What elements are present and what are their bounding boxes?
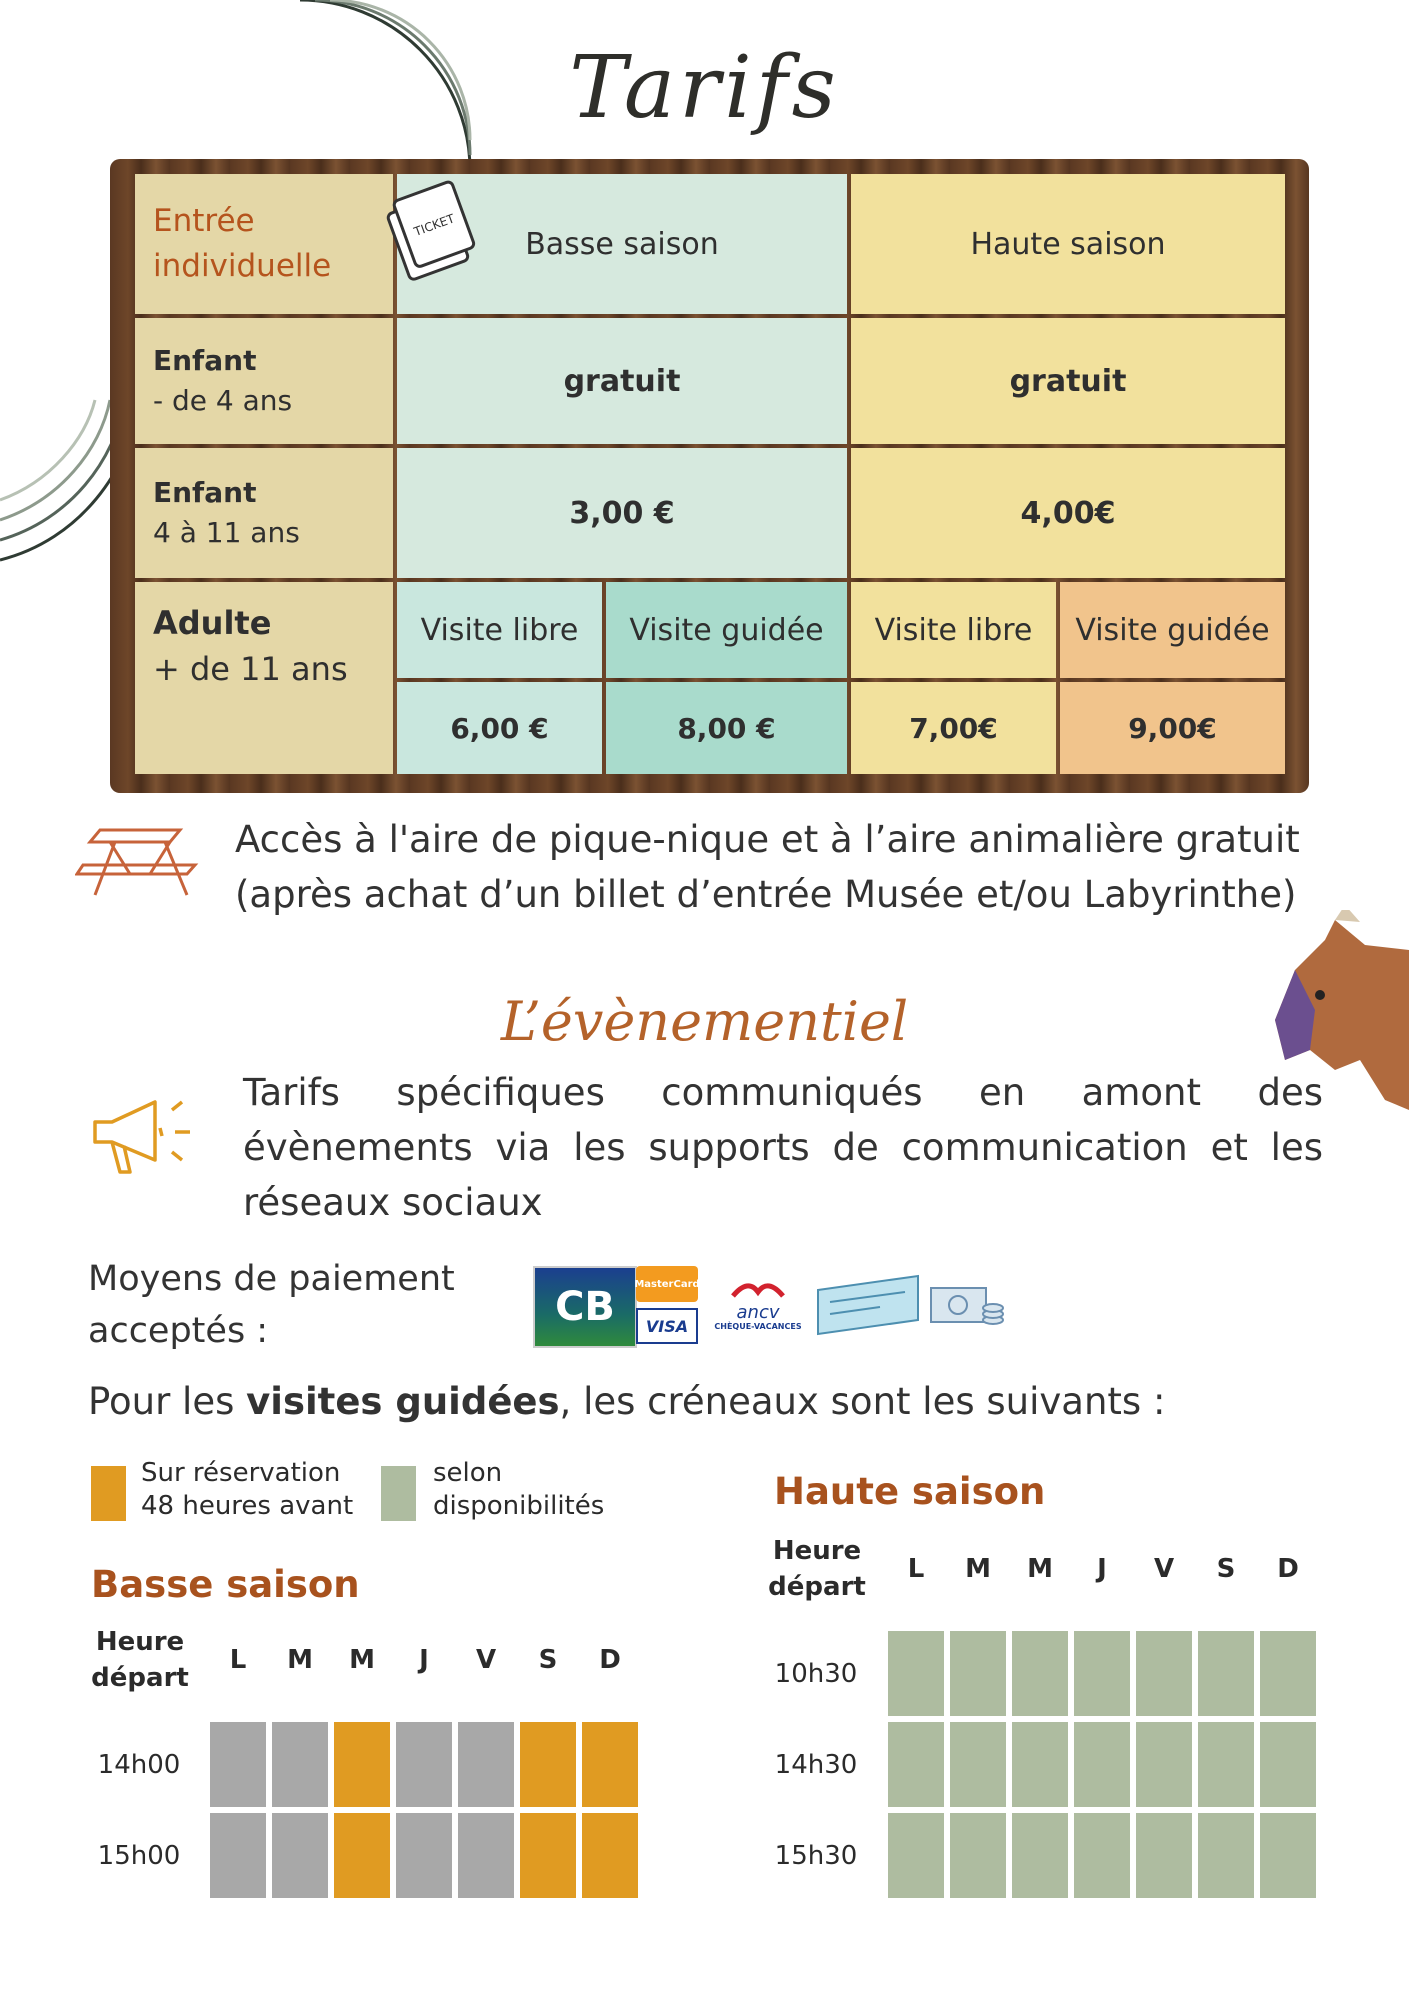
basse_schedule-day-2: M [349,1645,375,1675]
picnic-text: Accès à l'aire de pique-nique et à l’aire animalière gratuit (après achat d’un billet d’entrée Musée et/ou Labyrinthe) [235,818,1300,916]
haute_schedule-day-0: L [907,1554,925,1584]
haute_schedule-slot-1-5 [1198,1722,1254,1807]
basse_schedule-slot-0-4 [458,1722,514,1807]
legend-reservation-swatch [91,1466,126,1521]
haute_schedule-slot-2-3 [1074,1813,1130,1898]
ticket-icon [375,176,485,286]
basse_schedule-slot-1-2 [334,1813,390,1898]
basse_schedule-day-6: D [599,1645,621,1675]
basse_schedule-slot-1-3 [396,1813,452,1898]
haute_schedule-slot-2-5 [1198,1813,1254,1898]
basse_schedule-time-0: 14h00 [97,1750,181,1780]
basse_schedule-day-1: M [287,1645,313,1675]
haute_schedule-time-1: 14h30 [774,1750,858,1780]
price-haute-guidee: 9,00€ [1060,682,1285,774]
basse_schedule-slot-0-6 [582,1722,638,1807]
haute_schedule-slot-0-4 [1136,1631,1192,1716]
haute_schedule-time-2: 15h30 [774,1841,858,1871]
price-enfant-moins-4-haute: gratuit [851,318,1285,444]
page-title: Tarifs [569,38,840,138]
slots-intro: Pour les visites guidées, les créneaux sont les suivants : [88,1380,1166,1423]
corner-label: Entrée individuelle [135,174,393,314]
haute_schedule-slot-2-4 [1136,1813,1192,1898]
haute-header-label: Heure départ [768,1536,866,1602]
basse_schedule-slot-1-1 [272,1813,328,1898]
haute_schedule-slot-1-0 [888,1722,944,1807]
price-haute-libre: 7,00€ [851,682,1056,774]
megaphone-icon [90,1090,205,1180]
basse_schedule-slot-1-0 [210,1813,266,1898]
haute_schedule-slot-0-0 [888,1631,944,1716]
picnic-table-icon [75,820,205,900]
basse_schedule-time-1: 15h00 [97,1841,181,1871]
basse_schedule-day-3: J [419,1645,429,1675]
ancv-logo: ancv CHÈQUE-VACANCES [712,1278,804,1338]
legend-dispo-label: selon disponibilités [433,1458,605,1521]
legend-reservation-label: Sur réservation 48 heures avant [141,1458,354,1521]
haute_schedule-slot-2-2 [1012,1813,1068,1898]
haute_schedule-day-2: M [1027,1554,1053,1584]
basse_schedule-day-4: V [475,1645,497,1675]
svg-text:TICKET: TICKET [412,211,457,239]
haute_schedule-day-1: M [965,1554,991,1584]
mastercard-icon: MasterCard [636,1266,698,1302]
row-enfant-4-11: Enfant 4 à 11 ans [135,448,393,578]
row-enfant-moins-4: Enfant - de 4 ans [135,318,393,444]
basse_schedule-slot-1-4 [458,1813,514,1898]
label-basse-guidee: Visite guidée [606,582,847,678]
haute_schedule-day-6: D [1277,1554,1299,1584]
price-basse-libre: 6,00 € [397,682,602,774]
haute-saison-title: Haute saison [774,1470,1046,1513]
haute_schedule-slot-0-1 [950,1631,1006,1716]
haute_schedule-slot-2-6 [1260,1813,1316,1898]
haute_schedule-slot-0-2 [1012,1631,1068,1716]
label-haute-guidee: Visite guidée [1060,582,1285,678]
haute_schedule-slot-1-3 [1074,1722,1130,1807]
haute_schedule-slot-2-0 [888,1813,944,1898]
haute_schedule-day-5: S [1216,1554,1236,1584]
price-enfant-4-11-basse: 3,00 € [397,448,847,578]
haute_schedule-slot-1-2 [1012,1722,1068,1807]
basse_schedule-slot-0-1 [272,1722,328,1807]
basse_schedule-slot-1-5 [520,1813,576,1898]
header-basse-saison: Basse saison [397,174,847,314]
header-haute-saison: Haute saison [851,174,1285,314]
price-table [135,174,1285,774]
event-title: L’évènementiel [500,990,909,1053]
haute_schedule-time-0: 10h30 [774,1659,858,1689]
haute_schedule-slot-2-1 [950,1813,1006,1898]
event-text: Tarifs spécifiques communiqués en amont des évènements via les supports de communication et les réseaux sociaux [243,1071,1323,1224]
basse_schedule-day-5: S [538,1645,558,1675]
haute_schedule-day-3: J [1097,1554,1107,1584]
row-adulte: Adulte + de 11 ans [135,582,393,774]
basse_schedule-slot-0-0 [210,1722,266,1807]
basse_schedule-slot-0-3 [396,1722,452,1807]
haute_schedule-slot-1-6 [1260,1722,1316,1807]
label-haute-libre: Visite libre [851,582,1056,678]
haute_schedule-slot-0-5 [1198,1631,1254,1716]
basse-header-label: Heure départ [91,1627,189,1693]
basse_schedule-slot-0-5 [520,1722,576,1807]
haute_schedule-slot-1-4 [1136,1722,1192,1807]
cash-icon [928,1282,1008,1332]
label-basse-libre: Visite libre [397,582,602,678]
cb-card-icon: CB [533,1266,637,1348]
payment-label: Moyens de paiement acceptés : [88,1259,455,1351]
haute_schedule-slot-0-3 [1074,1631,1130,1716]
price-enfant-moins-4-basse: gratuit [397,318,847,444]
haute_schedule-slot-0-6 [1260,1631,1316,1716]
haute_schedule-slot-1-1 [950,1722,1006,1807]
basse_schedule-slot-1-6 [582,1813,638,1898]
basse-saison-title: Basse saison [91,1563,360,1606]
haute_schedule-day-4: V [1153,1554,1175,1584]
visa-icon: VISA [636,1308,698,1344]
basse_schedule-slot-0-2 [334,1722,390,1807]
price-basse-guidee: 8,00 € [606,682,847,774]
price-enfant-4-11-haute: 4,00€ [851,448,1285,578]
cheque-icon [810,1272,925,1340]
legend-dispo-swatch [381,1466,416,1521]
basse_schedule-day-0: L [229,1645,247,1675]
